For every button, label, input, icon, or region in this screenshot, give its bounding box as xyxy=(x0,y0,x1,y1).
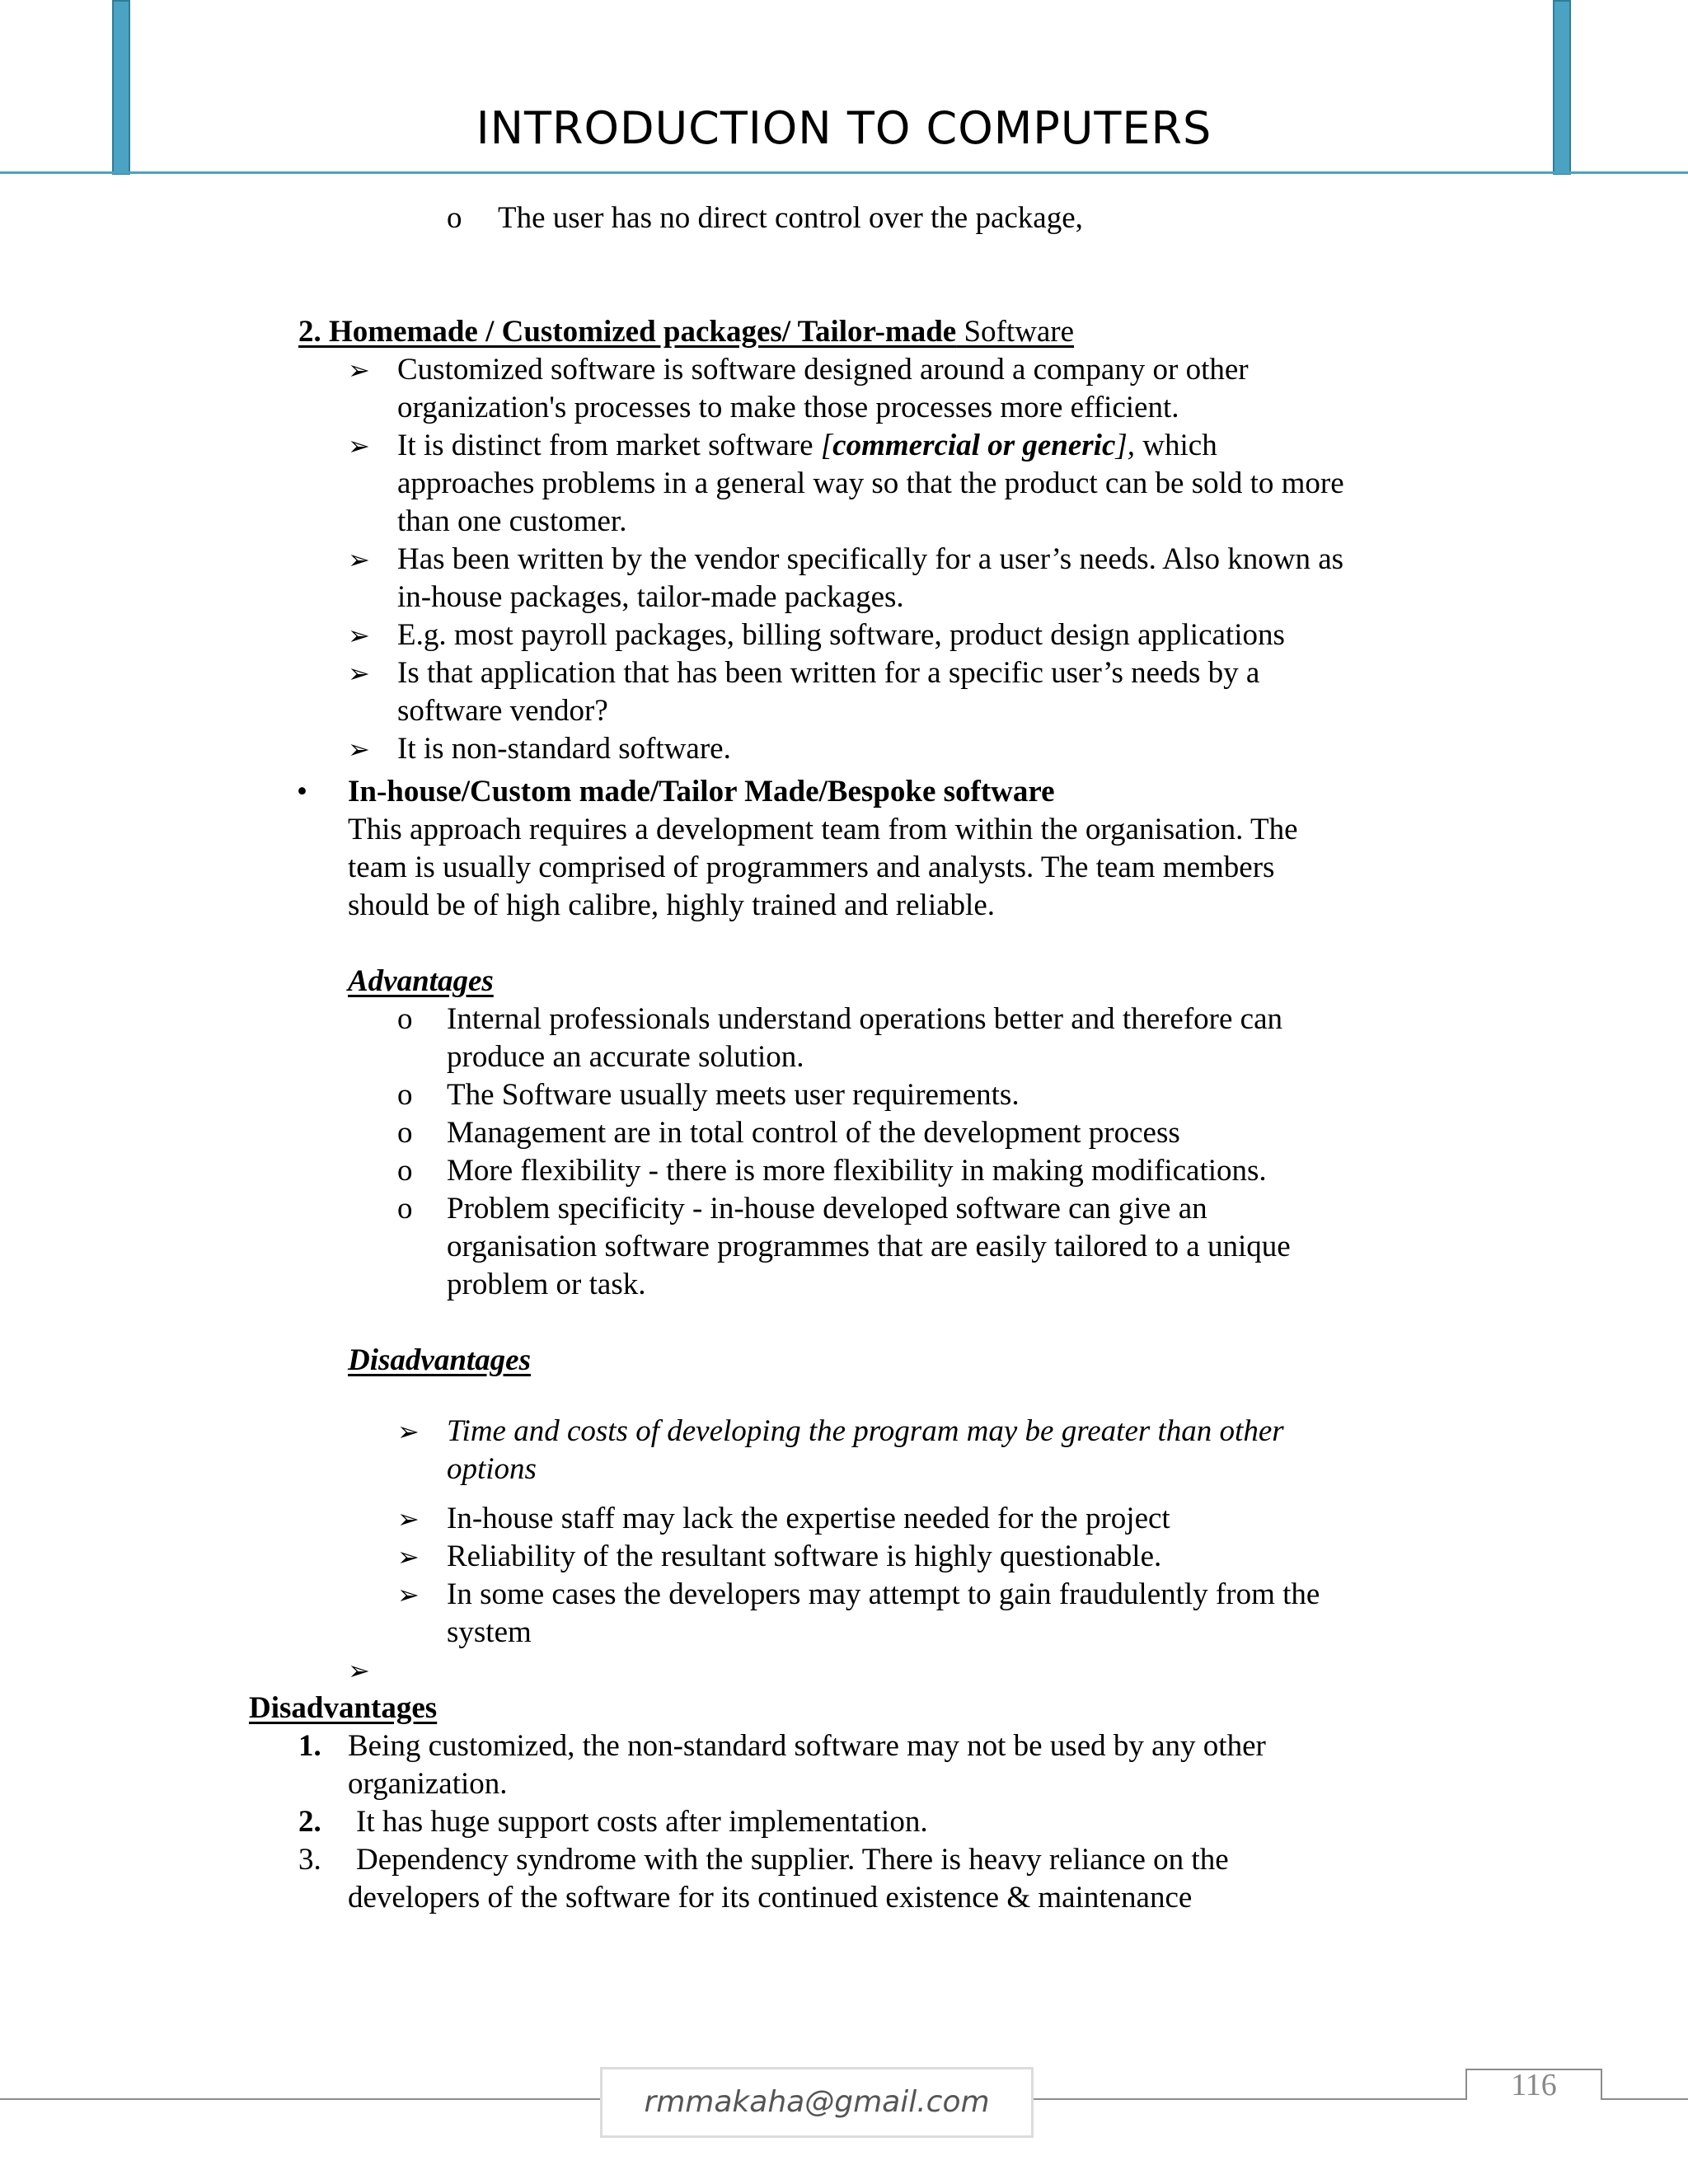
arrow-bullet-icon: ➢ xyxy=(397,1579,420,1610)
arrow-bullet-icon: ➢ xyxy=(348,430,370,462)
text-line: than one customer. xyxy=(397,504,627,538)
bullet-circle: o xyxy=(397,1116,413,1150)
text-line: The Software usually meets user requirements. xyxy=(447,1078,1020,1112)
section-heading-bold: 2. Homemade / Customized packages/ Tailor-made xyxy=(298,315,957,349)
bullet-dot: • xyxy=(297,775,307,808)
bullet-circle: o xyxy=(397,1078,413,1112)
section-heading xyxy=(298,313,1074,351)
disadvantages-heading: Disadvantages xyxy=(348,1343,531,1377)
text-line: team is usually comprised of programmers and analysts. The team members xyxy=(348,851,1275,884)
advantages-heading: Advantages xyxy=(348,964,494,998)
list-number: 1. xyxy=(298,1729,321,1763)
text-line: in-house packages, tailor-made packages. xyxy=(397,580,904,614)
arrow-bullet-icon: ➢ xyxy=(348,733,370,765)
arrow-bullet-icon: ➢ xyxy=(348,354,370,386)
text-line: More flexibility - there is more flexibility in making modifications. xyxy=(447,1154,1267,1188)
text-line: developers of the software for its continued existence & maintenance xyxy=(348,1881,1193,1915)
text-line: produce an accurate solution. xyxy=(447,1040,804,1074)
text-line: should be of high calibre, highly trained and reliable. xyxy=(348,888,995,922)
bullet-circle: o xyxy=(397,1002,413,1036)
footer-rule-right xyxy=(1034,2098,1465,2100)
list-number: 2. xyxy=(298,1805,321,1839)
text-line: organization's processes to make those processes more efficient. xyxy=(397,391,1179,424)
page-title: INTRODUCTION TO COMPUTERS xyxy=(476,102,1212,154)
footer-email: rmmakaha@gmail.com xyxy=(600,2067,1034,2138)
section-heading-rest: Software xyxy=(956,315,1075,349)
arrow-bullet-icon: ➢ xyxy=(348,544,370,575)
text-line: approaches problems in a general way so that the product can be sold to more xyxy=(397,466,1344,500)
text-line: Customized software is software designed around a company or other xyxy=(397,353,1249,387)
text-line: software vendor? xyxy=(397,694,608,728)
page-number: 116 xyxy=(1511,2068,1557,2102)
text-line: Internal professionals understand operations better and therefore can xyxy=(447,1002,1283,1036)
text-line: E.g. most payroll packages, billing software, product design applications xyxy=(397,618,1285,652)
footer-rule-right-end xyxy=(1601,2098,1688,2100)
text-line: Management are in total control of the development process xyxy=(447,1116,1180,1150)
text-line: Reliability of the resultant software is highly questionable. xyxy=(447,1540,1162,1573)
disadvantages-heading-main: Disadvantages xyxy=(249,1691,438,1725)
text-line: Time and costs of developing the program may be greater than other xyxy=(447,1414,1284,1448)
bullet-circle: o xyxy=(447,201,462,235)
text-line: Dependency syndrome with the supplier. There is heavy reliance on the xyxy=(356,1843,1229,1877)
footer-rule-left xyxy=(0,2098,600,2100)
arrow-bullet-icon: ➢ xyxy=(348,658,370,689)
text-line: Problem specificity - in-house developed software can give an xyxy=(447,1192,1207,1226)
bullet-circle: o xyxy=(397,1192,413,1226)
text-line: In some cases the developers may attempt to gain fraudulently from the xyxy=(447,1577,1320,1611)
text-line: This approach requires a development team from within the organisation. The xyxy=(348,813,1298,846)
arrow-bullet-icon: ➢ xyxy=(348,620,370,651)
text-line: The user has no direct control over the package, xyxy=(498,201,1083,235)
text-line: It has huge support costs after implementation. xyxy=(356,1805,928,1839)
subsection-heading: In-house/Custom made/Tailor Made/Bespoke software xyxy=(348,775,1055,808)
text-line: organisation software programmes that are easily tailored to a unique xyxy=(447,1230,1291,1263)
text-line: Being customized, the non-standard software may not be used by any other xyxy=(348,1729,1266,1763)
text-line: In-house staff may lack the expertise needed for the project xyxy=(447,1502,1170,1535)
text-line: Is that application that has been written for a specific user’s needs by a xyxy=(397,656,1260,690)
bullet-circle: o xyxy=(397,1154,413,1188)
text-line: options xyxy=(447,1452,537,1486)
text-line: It is non-standard software. xyxy=(397,732,731,766)
text-line: system xyxy=(447,1615,532,1649)
arrow-bullet-icon: ➢ xyxy=(397,1541,420,1572)
text-line: organization. xyxy=(348,1767,508,1801)
text-line: problem or task. xyxy=(447,1268,646,1301)
header-rule xyxy=(0,171,1688,174)
text-line: It is distinct from market software [commercial or generic], which xyxy=(397,429,1217,462)
arrow-bullet-icon: ➢ xyxy=(397,1503,420,1535)
list-number: 3. xyxy=(298,1843,321,1877)
text-line: Has been written by the vendor specifically for a user’s needs. Also known as xyxy=(397,542,1344,576)
arrow-bullet-icon: ➢ xyxy=(397,1416,420,1447)
arrow-bullet-icon: ➢ xyxy=(348,1655,370,1686)
